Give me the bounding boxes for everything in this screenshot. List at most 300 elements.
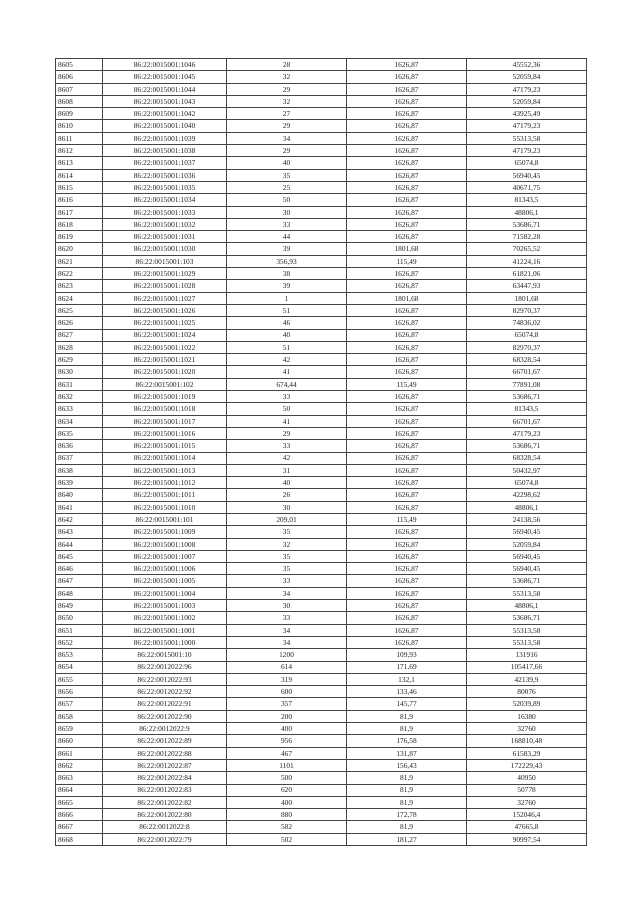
value-cell: 32760 bbox=[467, 723, 587, 735]
cadastral-number: 86:22:0015001:1014 bbox=[103, 452, 227, 464]
area-cell: 30 bbox=[227, 600, 347, 612]
row-number: 8624 bbox=[56, 292, 103, 304]
row-number: 8608 bbox=[56, 95, 103, 107]
cadastral-number: 86:22:0015001:1022 bbox=[103, 341, 227, 353]
table-row bbox=[56, 391, 587, 403]
value-cell: 53686,71 bbox=[467, 391, 587, 403]
rate-cell: 1626,87 bbox=[347, 329, 467, 341]
row-number: 8645 bbox=[56, 550, 103, 562]
area-cell: 1200 bbox=[227, 649, 347, 661]
value-cell: 56940,45 bbox=[467, 550, 587, 562]
value-cell: 52059,84 bbox=[467, 71, 587, 83]
area-cell: 467 bbox=[227, 747, 347, 759]
row-number: 8605 bbox=[56, 59, 103, 71]
rate-cell: 1626,87 bbox=[347, 304, 467, 316]
value-cell: 65074,8 bbox=[467, 329, 587, 341]
table-row bbox=[56, 612, 587, 624]
row-number: 8665 bbox=[56, 796, 103, 808]
table-row bbox=[56, 464, 587, 476]
rate-cell: 1626,87 bbox=[347, 341, 467, 353]
table-body bbox=[56, 59, 587, 846]
area-cell: 500 bbox=[227, 772, 347, 784]
row-number: 8666 bbox=[56, 809, 103, 821]
table-row bbox=[56, 268, 587, 280]
rate-cell: 1626,87 bbox=[347, 83, 467, 95]
rate-cell: 81,9 bbox=[347, 710, 467, 722]
value-cell: 63447,93 bbox=[467, 280, 587, 292]
value-cell: 80076 bbox=[467, 686, 587, 698]
table-row bbox=[56, 624, 587, 636]
table-row bbox=[56, 489, 587, 501]
row-number: 8659 bbox=[56, 723, 103, 735]
area-cell: 32 bbox=[227, 95, 347, 107]
row-number: 8615 bbox=[56, 181, 103, 193]
value-cell: 61821,06 bbox=[467, 268, 587, 280]
table-row bbox=[56, 649, 587, 661]
cadastral-number: 86:22:0015001:1000 bbox=[103, 636, 227, 648]
value-cell: 70265,52 bbox=[467, 243, 587, 255]
row-number: 8639 bbox=[56, 477, 103, 489]
table-row bbox=[56, 427, 587, 439]
value-cell: 66701,67 bbox=[467, 415, 587, 427]
cadastral-number: 86:22:0015001:1044 bbox=[103, 83, 227, 95]
area-cell: 33 bbox=[227, 440, 347, 452]
rate-cell: 1626,87 bbox=[347, 526, 467, 538]
value-cell: 68328,54 bbox=[467, 452, 587, 464]
value-cell: 53686,71 bbox=[467, 575, 587, 587]
value-cell: 41224,16 bbox=[467, 255, 587, 267]
value-cell: 56940,45 bbox=[467, 563, 587, 575]
rate-cell: 1626,87 bbox=[347, 366, 467, 378]
table-row bbox=[56, 255, 587, 267]
area-cell: 319 bbox=[227, 673, 347, 685]
row-number: 8652 bbox=[56, 636, 103, 648]
rate-cell: 1626,87 bbox=[347, 440, 467, 452]
rate-cell: 1626,87 bbox=[347, 280, 467, 292]
rate-cell: 1626,87 bbox=[347, 612, 467, 624]
value-cell: 68328,54 bbox=[467, 354, 587, 366]
table-row bbox=[56, 723, 587, 735]
rate-cell: 145,77 bbox=[347, 698, 467, 710]
area-cell: 25 bbox=[227, 181, 347, 193]
table-row bbox=[56, 550, 587, 562]
cadastral-number: 86:22:0012022:82 bbox=[103, 796, 227, 808]
table-row bbox=[56, 243, 587, 255]
table-row bbox=[56, 538, 587, 550]
value-cell: 55313,58 bbox=[467, 132, 587, 144]
cadastral-number: 86:22:0015001:1015 bbox=[103, 440, 227, 452]
table-row bbox=[56, 415, 587, 427]
table-row bbox=[56, 501, 587, 513]
table-row bbox=[56, 821, 587, 833]
value-cell: 42298,62 bbox=[467, 489, 587, 501]
row-number: 8626 bbox=[56, 317, 103, 329]
value-cell: 45552,36 bbox=[467, 59, 587, 71]
area-cell: 46 bbox=[227, 317, 347, 329]
table-row bbox=[56, 120, 587, 132]
rate-cell: 1626,87 bbox=[347, 464, 467, 476]
cadastral-number: 86:22:0015001:1038 bbox=[103, 145, 227, 157]
value-cell: 55313,58 bbox=[467, 636, 587, 648]
value-cell: 48806,1 bbox=[467, 501, 587, 513]
table-row bbox=[56, 600, 587, 612]
area-cell: 880 bbox=[227, 809, 347, 821]
cadastral-number: 86:22:0012022:87 bbox=[103, 759, 227, 771]
area-cell: 34 bbox=[227, 587, 347, 599]
cadastral-number: 86:22:0015001:1013 bbox=[103, 464, 227, 476]
rate-cell: 171,69 bbox=[347, 661, 467, 673]
rate-cell: 1626,87 bbox=[347, 415, 467, 427]
rate-cell: 131,87 bbox=[347, 747, 467, 759]
table-row bbox=[56, 280, 587, 292]
table-row bbox=[56, 759, 587, 771]
cadastral-number: 86:22:0012022:92 bbox=[103, 686, 227, 698]
rate-cell: 1626,87 bbox=[347, 550, 467, 562]
cadastral-number: 86:22:0012022:93 bbox=[103, 673, 227, 685]
cadastral-number: 86:22:0015001:1045 bbox=[103, 71, 227, 83]
row-number: 8606 bbox=[56, 71, 103, 83]
row-number: 8655 bbox=[56, 673, 103, 685]
rate-cell: 1626,87 bbox=[347, 624, 467, 636]
value-cell: 50778 bbox=[467, 784, 587, 796]
value-cell: 47665,8 bbox=[467, 821, 587, 833]
rate-cell: 1626,87 bbox=[347, 268, 467, 280]
cadastral-number: 86:22:0015001:1001 bbox=[103, 624, 227, 636]
table-row bbox=[56, 132, 587, 144]
area-cell: 582 bbox=[227, 821, 347, 833]
rate-cell: 133,46 bbox=[347, 686, 467, 698]
area-cell: 35 bbox=[227, 563, 347, 575]
rate-cell: 81,9 bbox=[347, 784, 467, 796]
cadastral-number: 86:22:0015001:1009 bbox=[103, 526, 227, 538]
row-number: 8651 bbox=[56, 624, 103, 636]
cadastral-number: 86:22:0015001:1046 bbox=[103, 59, 227, 71]
value-cell: 61583,29 bbox=[467, 747, 587, 759]
rate-cell: 115,49 bbox=[347, 255, 467, 267]
area-cell: 400 bbox=[227, 796, 347, 808]
area-cell: 39 bbox=[227, 243, 347, 255]
cadastral-number: 86:22:0015001:1007 bbox=[103, 550, 227, 562]
table-row bbox=[56, 366, 587, 378]
row-number: 8653 bbox=[56, 649, 103, 661]
rate-cell: 1626,87 bbox=[347, 477, 467, 489]
area-cell: 29 bbox=[227, 83, 347, 95]
value-cell: 40950 bbox=[467, 772, 587, 784]
rate-cell: 1626,87 bbox=[347, 403, 467, 415]
area-cell: 28 bbox=[227, 59, 347, 71]
area-cell: 39 bbox=[227, 280, 347, 292]
row-number: 8609 bbox=[56, 108, 103, 120]
cadastral-number: 86:22:0015001:10 bbox=[103, 649, 227, 661]
cadastral-number: 86:22:0015001:1035 bbox=[103, 181, 227, 193]
table-row bbox=[56, 526, 587, 538]
row-number: 8633 bbox=[56, 403, 103, 415]
row-number: 8630 bbox=[56, 366, 103, 378]
table-row bbox=[56, 796, 587, 808]
rate-cell: 115,49 bbox=[347, 513, 467, 525]
rate-cell: 1626,87 bbox=[347, 317, 467, 329]
row-number: 8614 bbox=[56, 169, 103, 181]
value-cell: 52059,84 bbox=[467, 538, 587, 550]
value-cell: 81343,5 bbox=[467, 194, 587, 206]
cadastral-number: 86:22:0015001:1017 bbox=[103, 415, 227, 427]
cadastral-number: 86:22:0015001:1002 bbox=[103, 612, 227, 624]
table-row bbox=[56, 206, 587, 218]
rate-cell: 132,1 bbox=[347, 673, 467, 685]
rate-cell: 1626,87 bbox=[347, 575, 467, 587]
table-row bbox=[56, 71, 587, 83]
value-cell: 47179,23 bbox=[467, 427, 587, 439]
area-cell: 34 bbox=[227, 132, 347, 144]
value-cell: 168810,48 bbox=[467, 735, 587, 747]
value-cell: 42139,9 bbox=[467, 673, 587, 685]
value-cell: 74836,02 bbox=[467, 317, 587, 329]
table-row bbox=[56, 784, 587, 796]
area-cell: 40 bbox=[227, 157, 347, 169]
cadastral-number: 86:22:0015001:1036 bbox=[103, 169, 227, 181]
rate-cell: 1626,87 bbox=[347, 600, 467, 612]
table-row bbox=[56, 477, 587, 489]
area-cell: 29 bbox=[227, 427, 347, 439]
table-row bbox=[56, 587, 587, 599]
row-number: 8607 bbox=[56, 83, 103, 95]
rate-cell: 1801,68 bbox=[347, 243, 467, 255]
cadastral-number: 86:22:0015001:1027 bbox=[103, 292, 227, 304]
cadastral-number: 86:22:0015001:1034 bbox=[103, 194, 227, 206]
cadastral-number: 86:22:0015001:1005 bbox=[103, 575, 227, 587]
table-row bbox=[56, 378, 587, 390]
cadastral-number: 86:22:0012022:84 bbox=[103, 772, 227, 784]
value-cell: 53686,71 bbox=[467, 440, 587, 452]
rate-cell: 1626,87 bbox=[347, 501, 467, 513]
table-row bbox=[56, 772, 587, 784]
area-cell: 50 bbox=[227, 403, 347, 415]
area-cell: 35 bbox=[227, 550, 347, 562]
value-cell: 55313,58 bbox=[467, 587, 587, 599]
rate-cell: 1801,68 bbox=[347, 292, 467, 304]
cadastral-number: 86:22:0015001:1021 bbox=[103, 354, 227, 366]
row-number: 8628 bbox=[56, 341, 103, 353]
area-cell: 51 bbox=[227, 304, 347, 316]
row-number: 8623 bbox=[56, 280, 103, 292]
cadastral-number: 86:22:0015001:1012 bbox=[103, 477, 227, 489]
table-row bbox=[56, 747, 587, 759]
area-cell: 674,44 bbox=[227, 378, 347, 390]
cadastral-number: 86:22:0015001:1037 bbox=[103, 157, 227, 169]
rate-cell: 81,9 bbox=[347, 821, 467, 833]
rate-cell: 1626,87 bbox=[347, 636, 467, 648]
table-row bbox=[56, 710, 587, 722]
value-cell: 82970,37 bbox=[467, 341, 587, 353]
row-number: 8667 bbox=[56, 821, 103, 833]
cadastral-number: 86:22:0015001:1026 bbox=[103, 304, 227, 316]
area-cell: 30 bbox=[227, 206, 347, 218]
cadastral-number: 86:22:0012022:88 bbox=[103, 747, 227, 759]
value-cell: 105417,66 bbox=[467, 661, 587, 673]
area-cell: 42 bbox=[227, 354, 347, 366]
rate-cell: 1626,87 bbox=[347, 181, 467, 193]
rate-cell: 1626,87 bbox=[347, 218, 467, 230]
rate-cell: 81,9 bbox=[347, 772, 467, 784]
value-cell: 50432,97 bbox=[467, 464, 587, 476]
cadastral-number: 86:22:0012022:80 bbox=[103, 809, 227, 821]
cadastral-number: 86:22:0015001:1025 bbox=[103, 317, 227, 329]
row-number: 8643 bbox=[56, 526, 103, 538]
table-row bbox=[56, 231, 587, 243]
row-number: 8650 bbox=[56, 612, 103, 624]
area-cell: 27 bbox=[227, 108, 347, 120]
value-cell: 131916 bbox=[467, 649, 587, 661]
area-cell: 51 bbox=[227, 341, 347, 353]
cadastral-number: 86:22:0015001:1011 bbox=[103, 489, 227, 501]
area-cell: 41 bbox=[227, 366, 347, 378]
cadastral-number: 86:22:0015001:1028 bbox=[103, 280, 227, 292]
rate-cell: 1626,87 bbox=[347, 391, 467, 403]
row-number: 8611 bbox=[56, 132, 103, 144]
area-cell: 33 bbox=[227, 391, 347, 403]
value-cell: 43925,49 bbox=[467, 108, 587, 120]
row-number: 8636 bbox=[56, 440, 103, 452]
row-number: 8640 bbox=[56, 489, 103, 501]
row-number: 8664 bbox=[56, 784, 103, 796]
row-number: 8634 bbox=[56, 415, 103, 427]
row-number: 8635 bbox=[56, 427, 103, 439]
table-row bbox=[56, 563, 587, 575]
value-cell: 16380 bbox=[467, 710, 587, 722]
value-cell: 47179,23 bbox=[467, 83, 587, 95]
rate-cell: 156,43 bbox=[347, 759, 467, 771]
row-number: 8660 bbox=[56, 735, 103, 747]
area-cell: 1101 bbox=[227, 759, 347, 771]
row-number: 8649 bbox=[56, 600, 103, 612]
rate-cell: 172,78 bbox=[347, 809, 467, 821]
area-cell: 209,01 bbox=[227, 513, 347, 525]
table-row bbox=[56, 661, 587, 673]
rate-cell: 1626,87 bbox=[347, 59, 467, 71]
value-cell: 1801,68 bbox=[467, 292, 587, 304]
area-cell: 29 bbox=[227, 120, 347, 132]
table-row bbox=[56, 354, 587, 366]
table-row bbox=[56, 108, 587, 120]
row-number: 8662 bbox=[56, 759, 103, 771]
cadastral-number: 86:22:0015001:1020 bbox=[103, 366, 227, 378]
row-number: 8646 bbox=[56, 563, 103, 575]
rate-cell: 1626,87 bbox=[347, 120, 467, 132]
value-cell: 40671,75 bbox=[467, 181, 587, 193]
table-row bbox=[56, 636, 587, 648]
table-row bbox=[56, 169, 587, 181]
cadastral-number: 86:22:0012022:79 bbox=[103, 833, 227, 845]
value-cell: 47179,23 bbox=[467, 145, 587, 157]
table-row bbox=[56, 673, 587, 685]
area-cell: 32 bbox=[227, 71, 347, 83]
area-cell: 26 bbox=[227, 489, 347, 501]
area-cell: 30 bbox=[227, 501, 347, 513]
rate-cell: 1626,87 bbox=[347, 206, 467, 218]
value-cell: 52059,84 bbox=[467, 95, 587, 107]
row-number: 8654 bbox=[56, 661, 103, 673]
table-row bbox=[56, 686, 587, 698]
rate-cell: 1626,87 bbox=[347, 157, 467, 169]
area-cell: 400 bbox=[227, 723, 347, 735]
rate-cell: 1626,87 bbox=[347, 354, 467, 366]
table-row bbox=[56, 83, 587, 95]
row-number: 8641 bbox=[56, 501, 103, 513]
cadastral-number: 86:22:0015001:1043 bbox=[103, 95, 227, 107]
row-number: 8616 bbox=[56, 194, 103, 206]
table-row bbox=[56, 513, 587, 525]
cadastral-number: 86:22:0015001:1018 bbox=[103, 403, 227, 415]
area-cell: 33 bbox=[227, 612, 347, 624]
cadastral-number: 86:22:0015001:1042 bbox=[103, 108, 227, 120]
row-number: 8656 bbox=[56, 686, 103, 698]
value-cell: 71582,28 bbox=[467, 231, 587, 243]
area-cell: 600 bbox=[227, 686, 347, 698]
cadastral-number: 86:22:0015001:101 bbox=[103, 513, 227, 525]
row-number: 8612 bbox=[56, 145, 103, 157]
row-number: 8620 bbox=[56, 243, 103, 255]
row-number: 8647 bbox=[56, 575, 103, 587]
area-cell: 42 bbox=[227, 452, 347, 464]
rate-cell: 1626,87 bbox=[347, 427, 467, 439]
value-cell: 55313,58 bbox=[467, 624, 587, 636]
rate-cell: 1626,87 bbox=[347, 95, 467, 107]
row-number: 8629 bbox=[56, 354, 103, 366]
rate-cell: 115,49 bbox=[347, 378, 467, 390]
value-cell: 66701,67 bbox=[467, 366, 587, 378]
rate-cell: 1626,87 bbox=[347, 587, 467, 599]
row-number: 8632 bbox=[56, 391, 103, 403]
area-cell: 40 bbox=[227, 329, 347, 341]
cadastral-number: 86:22:0015001:1031 bbox=[103, 231, 227, 243]
table-row bbox=[56, 317, 587, 329]
row-number: 8618 bbox=[56, 218, 103, 230]
area-cell: 200 bbox=[227, 710, 347, 722]
row-number: 8663 bbox=[56, 772, 103, 784]
cadastral-number: 86:22:0012022:96 bbox=[103, 661, 227, 673]
table-row bbox=[56, 833, 587, 845]
row-number: 8622 bbox=[56, 268, 103, 280]
table-row bbox=[56, 157, 587, 169]
value-cell: 65074,8 bbox=[467, 477, 587, 489]
area-cell: 357 bbox=[227, 698, 347, 710]
cadastral-number: 86:22:0012022:91 bbox=[103, 698, 227, 710]
area-cell: 41 bbox=[227, 415, 347, 427]
row-number: 8637 bbox=[56, 452, 103, 464]
rate-cell: 176,58 bbox=[347, 735, 467, 747]
row-number: 8668 bbox=[56, 833, 103, 845]
cadastral-number: 86:22:0012022:89 bbox=[103, 735, 227, 747]
row-number: 8631 bbox=[56, 378, 103, 390]
table-row bbox=[56, 735, 587, 747]
cadastral-number: 86:22:0015001:1010 bbox=[103, 501, 227, 513]
rate-cell: 1626,87 bbox=[347, 452, 467, 464]
area-cell: 50 bbox=[227, 194, 347, 206]
rate-cell: 181,27 bbox=[347, 833, 467, 845]
row-number: 8661 bbox=[56, 747, 103, 759]
cadastral-number: 86:22:0015001:1004 bbox=[103, 587, 227, 599]
value-cell: 56940,45 bbox=[467, 526, 587, 538]
rate-cell: 1626,87 bbox=[347, 231, 467, 243]
area-cell: 614 bbox=[227, 661, 347, 673]
cadastral-number: 86:22:0015001:1032 bbox=[103, 218, 227, 230]
value-cell: 53686,71 bbox=[467, 612, 587, 624]
row-number: 8627 bbox=[56, 329, 103, 341]
area-cell: 35 bbox=[227, 526, 347, 538]
cadastral-number: 86:22:0015001:1003 bbox=[103, 600, 227, 612]
rate-cell: 1626,87 bbox=[347, 145, 467, 157]
value-cell: 81343,5 bbox=[467, 403, 587, 415]
